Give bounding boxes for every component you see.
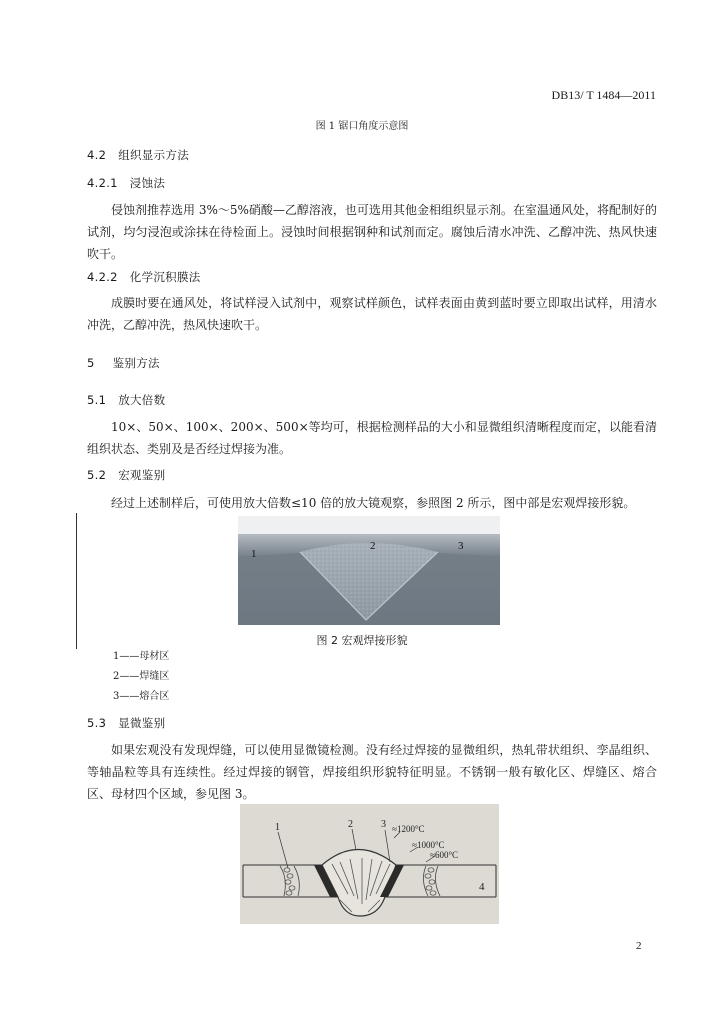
- section-5-3-heading: 5.3 显微鉴别: [87, 716, 166, 730]
- figure-2-macro-weld-photo: [238, 516, 500, 625]
- fig3-label-4: 4: [479, 881, 485, 893]
- section-5-1-heading: 5.1 放大倍数: [87, 393, 166, 407]
- standard-id: DB13/ T 1484—2011: [551, 88, 656, 102]
- paragraph-5-2: 经过上述制样后，可使用放大倍数≤10 倍的放大镜观察，参照图 2 所示，图中部是宏观焊接形貌。: [111, 496, 636, 510]
- section-5-2-heading: 5.2 宏观鉴别: [87, 468, 166, 482]
- section-4-2-2-heading: 4.2.2 化学沉积膜法: [87, 270, 201, 284]
- fig2-label-3: 3: [458, 540, 464, 552]
- legend-item: 3——熔合区: [113, 691, 170, 702]
- fig3-temp-600: ≈600°C: [430, 850, 459, 860]
- fig3-label-1: 1: [275, 822, 280, 833]
- fig3-temp-1200: ≈1200°C: [392, 824, 425, 834]
- legend-item: 1——母材区: [113, 651, 170, 662]
- paragraph-4-2-2: 成膜时要在通风处，将试样浸入试剂中，观察试样颜色，试样表面由黄到蓝时要立即取出试样，用清水冲洗，乙醇冲洗，热风快速吹干。: [87, 296, 657, 332]
- section-5-heading: 5 鉴别方法: [87, 356, 160, 370]
- paragraph-4-2-1: 侵蚀剂推荐选用 3%～5%硝酸—乙醇溶液，也可选用其他金相组织显示剂。在室温通风处，将配制好的试剂，均匀浸泡或涂抹在待检面上。浸蚀时间根据钢种和试剂而定。腐蚀后清水冲洗、乙醇冲洗、热风快速吹干。: [87, 203, 657, 261]
- page-number: 2: [636, 940, 642, 952]
- fig3-temp-1000: ≈1000°C: [412, 840, 445, 850]
- figure-2-caption: 图 2 宏观焊接形貌: [316, 634, 408, 647]
- section-4-2-heading: 4.2 组织显示方法: [87, 148, 190, 162]
- section-4-2-1-heading: 4.2.1 浸蚀法: [87, 176, 166, 190]
- paragraph-5-1: 10×、50×、100×、200×、500×等均可，根据检测样品的大小和显微组织清晰程度而定，以能看清组织状态、类别及是否经过焊接为准。: [87, 420, 657, 456]
- fig2-label-2: 2: [370, 540, 376, 552]
- figure-1-caption: 图 1 锯口角度示意图: [315, 121, 409, 132]
- revision-bar: [76, 513, 77, 649]
- figure-3-weld-zone-diagram: [240, 804, 499, 924]
- legend-item: 2——焊缝区: [113, 671, 170, 682]
- figure-2-legend: [113, 647, 169, 707]
- fig2-label-1: 1: [251, 548, 257, 560]
- fig3-label-2: 2: [348, 819, 353, 830]
- paragraph-5-3: 如果宏观没有发现焊缝，可以使用显微镜检测。没有经过焊接的显微组织，热轧带状组织、孪晶组织、等轴晶粒等具有连续性。经过焊接的钢管，焊接组织形貌特征明显。不锈钢一般有敏化区、焊缝区、熔合区、母材四个区域，参见图 3。: [87, 743, 657, 801]
- fig3-label-3: 3: [381, 819, 386, 830]
